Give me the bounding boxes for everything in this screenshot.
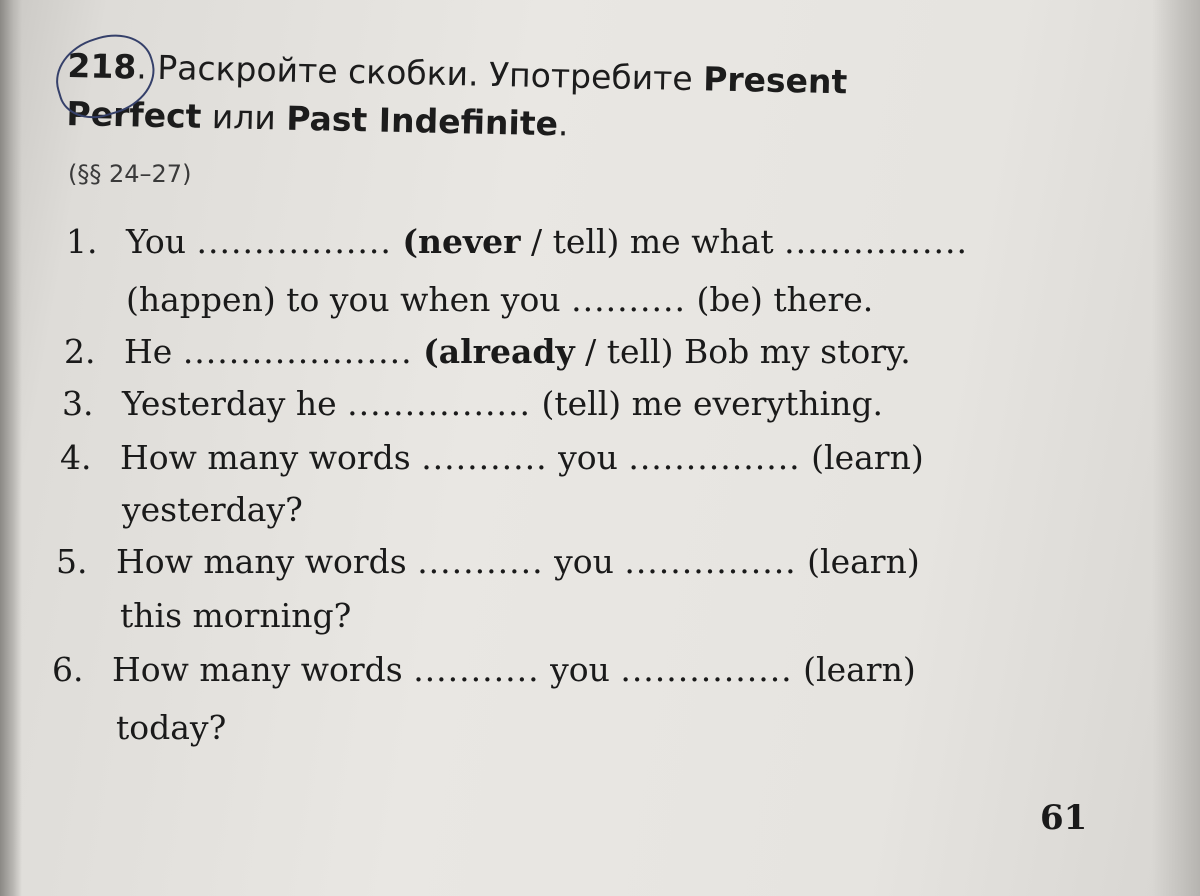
- item-number: 5.: [56, 542, 88, 581]
- exercise-item-2: 2. He .................... (already / tell) Bob my story.: [64, 332, 911, 371]
- blank: .................: [196, 222, 392, 261]
- blank: ..........: [571, 280, 687, 319]
- instruction-end: .: [557, 104, 569, 144]
- blank: ...............: [624, 542, 797, 581]
- item-number: 6.: [52, 650, 84, 689]
- tense-perfect: Perfect: [66, 93, 202, 136]
- blank: ...........: [417, 542, 544, 581]
- exercise-item-6: 6. How many words ........... you ............... (learn): [52, 650, 916, 689]
- exercise-item-1-continuation: (happen) to you when you .......... (be) there.: [126, 280, 874, 319]
- paragraph-reference: (§§ 24–27): [68, 160, 192, 188]
- exercise-item-4: 4. How many words ........... you ............... (learn): [60, 438, 924, 477]
- page-number: 61: [1040, 798, 1088, 838]
- blank: ...............: [620, 650, 793, 689]
- exercise-item-1: 1. You ................. (never / tell) me what ................: [66, 222, 968, 261]
- blank: ................: [784, 222, 968, 261]
- exercise-item-3: 3. Yesterday he ................ (tell) me everything.: [62, 384, 883, 423]
- item-number: 3.: [62, 384, 94, 423]
- tense-past-indefinite: Past Indefinite: [285, 98, 559, 144]
- item-number: 2.: [64, 332, 96, 371]
- blank: ...........: [421, 438, 548, 477]
- exercise-item-6-continuation: today?: [116, 708, 227, 747]
- item-number: 4.: [60, 438, 92, 477]
- exercise-item-5-continuation: this morning?: [120, 596, 352, 635]
- exercise-heading: [66, 42, 1068, 159]
- exercise-item-4-continuation: yesterday?: [122, 490, 303, 529]
- blank: ...........: [413, 650, 540, 689]
- exercise-number: 218: [67, 42, 137, 91]
- blank: ................: [347, 384, 531, 423]
- page-edge: [1152, 0, 1200, 896]
- instruction-or: или: [200, 96, 287, 138]
- instruction-start: . Раскройте скобки. Употребите: [135, 47, 704, 99]
- blank: ...............: [628, 438, 801, 477]
- exercise-item-5: 5. How many words ........... you ............... (learn): [56, 542, 920, 581]
- item-number: 1.: [66, 222, 98, 261]
- page-binding-shadow: [0, 0, 22, 896]
- blank: ....................: [182, 332, 413, 371]
- tense-present: Present: [702, 59, 848, 102]
